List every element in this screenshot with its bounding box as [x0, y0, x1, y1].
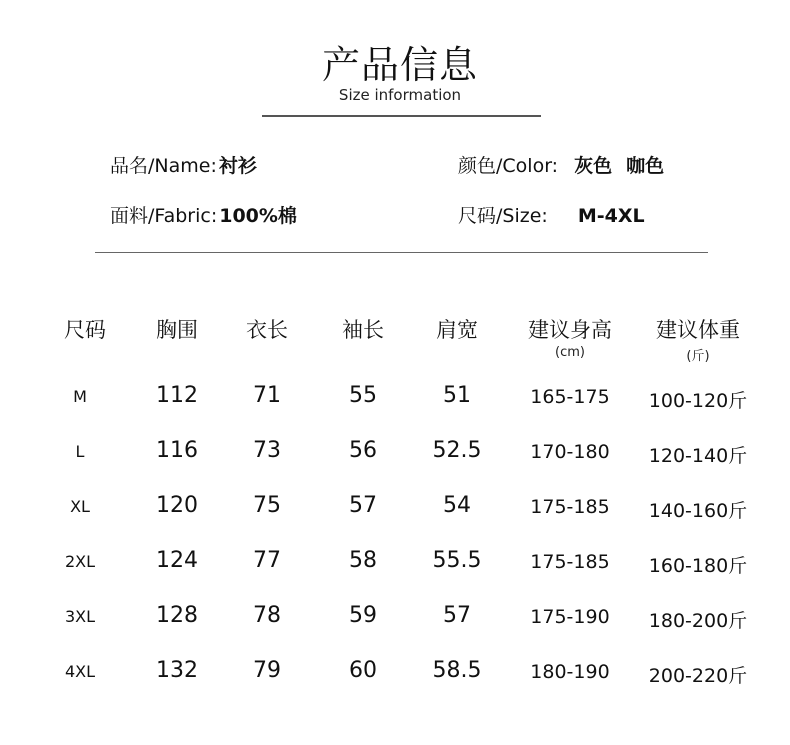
cell-weight: 140-160斤	[648, 500, 748, 522]
cell-sleeve: 58	[349, 548, 377, 573]
cell-length: 78	[253, 603, 281, 628]
color-info	[458, 151, 664, 178]
cell-chest: 116	[156, 438, 198, 463]
cell-size: 2XL	[64, 552, 96, 571]
size-info	[458, 201, 645, 228]
page-subtitle: Size information	[338, 86, 462, 104]
cell-weight: 160-180斤	[648, 555, 748, 577]
name-label: 品名/Name:	[110, 155, 217, 177]
cell-shoulder: 55.5	[432, 548, 482, 573]
cell-shoulder: 52.5	[432, 438, 482, 463]
page-title: 产品信息	[321, 43, 478, 87]
size-value: M-4XL	[577, 205, 645, 227]
fabric-info	[110, 201, 297, 228]
cell-length: 73	[253, 438, 281, 463]
cell-height: 170-180	[530, 441, 610, 463]
color-label: 颜色/Color:	[458, 155, 559, 177]
cell-size: XL	[70, 497, 90, 516]
cell-chest: 128	[156, 603, 198, 628]
color-value-gray: 灰色	[574, 155, 613, 177]
cell-size: M	[73, 387, 87, 406]
column-subheader-height-unit: (cm)	[555, 345, 585, 360]
column-header-sleeve: 袖长	[342, 318, 384, 342]
column-header-length: 衣长	[246, 318, 288, 342]
name-value: 衬衫	[218, 155, 257, 177]
cell-shoulder: 58.5	[432, 658, 482, 683]
cell-length: 75	[253, 493, 281, 518]
cell-height: 165-175	[530, 386, 610, 408]
cell-size: L	[75, 442, 85, 461]
column-subheader-weight-unit: (斤)	[686, 349, 710, 364]
column-header-shoulder: 肩宽	[436, 318, 478, 342]
cell-weight: 200-220斤	[648, 665, 748, 687]
cell-height: 175-185	[530, 551, 610, 573]
cell-height: 180-190	[530, 661, 610, 683]
cell-chest: 132	[156, 658, 198, 683]
column-header-chest: 胸围	[156, 318, 198, 342]
cell-shoulder: 57	[443, 603, 471, 628]
cell-shoulder: 51	[443, 383, 471, 408]
cell-chest: 124	[156, 548, 198, 573]
cell-length: 79	[253, 658, 281, 683]
cell-weight: 180-200斤	[648, 610, 748, 632]
cell-chest: 120	[156, 493, 198, 518]
title-divider	[262, 115, 541, 117]
cell-weight: 100-120斤	[648, 390, 748, 412]
cell-size: 3XL	[64, 607, 96, 626]
cell-shoulder: 54	[443, 493, 471, 518]
cell-sleeve: 56	[349, 438, 377, 463]
fabric-value: 100%棉	[219, 205, 297, 227]
cell-sleeve: 55	[349, 383, 377, 408]
cell-chest: 112	[156, 383, 198, 408]
column-header-height: 建议身高	[528, 318, 612, 342]
cell-weight: 120-140斤	[648, 445, 748, 467]
cell-height: 175-190	[530, 606, 610, 628]
cell-sleeve: 57	[349, 493, 377, 518]
cell-sleeve: 60	[349, 658, 377, 683]
cell-sleeve: 59	[349, 603, 377, 628]
cell-length: 71	[253, 383, 281, 408]
section-divider	[95, 252, 708, 253]
fabric-label: 面料/Fabric:	[110, 205, 218, 227]
cell-size: 4XL	[64, 662, 96, 681]
cell-length: 77	[253, 548, 281, 573]
column-header-size: 尺码	[64, 318, 106, 342]
column-header-weight: 建议体重	[656, 318, 740, 342]
size-label: 尺码/Size:	[458, 205, 548, 227]
color-value-coffee: 咖色	[626, 155, 665, 177]
cell-height: 175-185	[530, 496, 610, 518]
name-info	[110, 151, 257, 178]
